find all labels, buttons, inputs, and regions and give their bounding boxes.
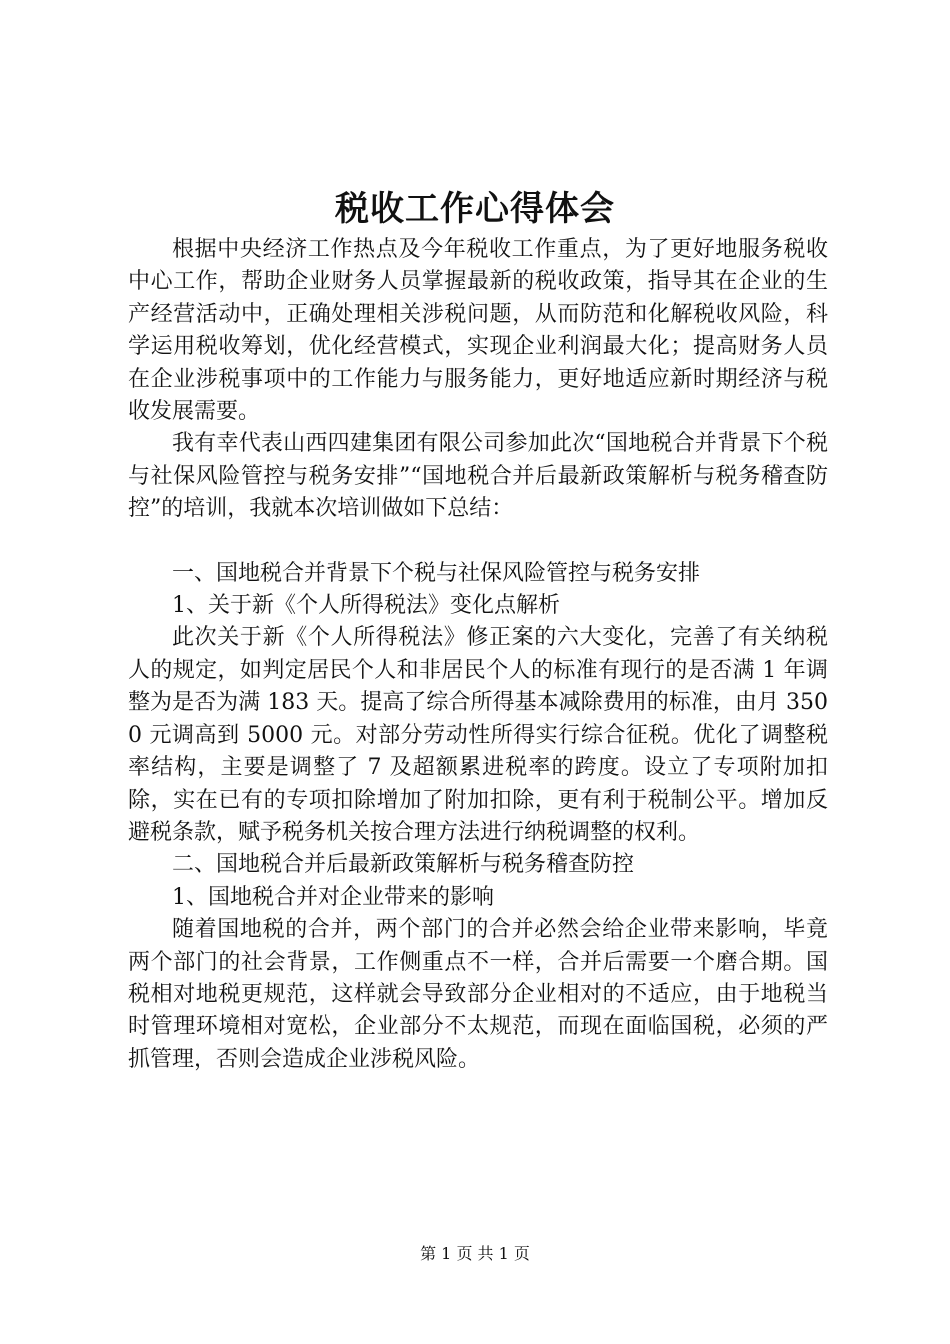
- section-2-subheading: 1、国地税合并对企业带来的影响: [172, 884, 494, 910]
- section-1-subheading: 1、关于新《个人所得税法》变化点解析: [172, 593, 560, 619]
- section-1-paragraph: 此次关于新《个人所得税法》修正案的六大变化，完善了有关纳税人的规定，如判定居民个人和非居民个人的标准有现行的是否满 1 年调整为是否为满 183 天。提高了综合所得基本减除费用的标准，由月 3500 元调高到 5000 元。对部分劳动性所得实行综合征税。优化了调整税率结构，主要是调整了 7 及超额累进税率的跨度。设立了专项附加扣除，实在已有的专项扣除增加了附加扣除，更有利于税制公平。增加反避税条款，赋予税务机关按合理方法进行纳税调整的权利。: [128, 625, 828, 845]
- paragraph-spacer: [128, 526, 828, 558]
- training-paragraph: 我有幸代表山西四建集团有限公司参加此次“国地税合并背景下个税与社保风险管控与税务安排”“国地税合并后最新政策解析与税务稽查防控”的培训，我就本次培训做如下总结：: [128, 431, 828, 522]
- section-2-paragraph: 随着国地税的合并，两个部门的合并必然会给企业带来影响，毕竟两个部门的社会背景，工作侧重点不一样，合并后需要一个磨合期。国税相对地税更规范，这样就会导致部分企业相对的不适应，由于地税当时管理环境相对宽松，企业部分不太规范，而现在面临国税，必须的严抓管理，否则会造成企业涉税风险。: [128, 917, 828, 1072]
- document-title: 税收工作心得体会: [335, 189, 615, 229]
- page-number-footer: 第 1 页 共 1 页: [420, 1244, 530, 1263]
- intro-paragraph: 根据中央经济工作热点及今年税收工作重点，为了更好地服务税收中心工作，帮助企业财务人员掌握最新的税收政策，指导其在企业的生产经营活动中，正确处理相关涉税问题，从而防范和化解税收风险，科学运用税收筹划，优化经营模式，实现企业利润最大化；提高财务人员在企业涉税事项中的工作能力与服务能力，更好地适应新时期经济与税收发展需要。: [128, 237, 828, 425]
- section-2-heading: 二、国地税合并后最新政策解析与税务稽查防控: [172, 852, 635, 878]
- document-body: [128, 234, 828, 1076]
- section-1-heading: 一、国地税合并背景下个税与社保风险管控与税务安排: [172, 560, 701, 586]
